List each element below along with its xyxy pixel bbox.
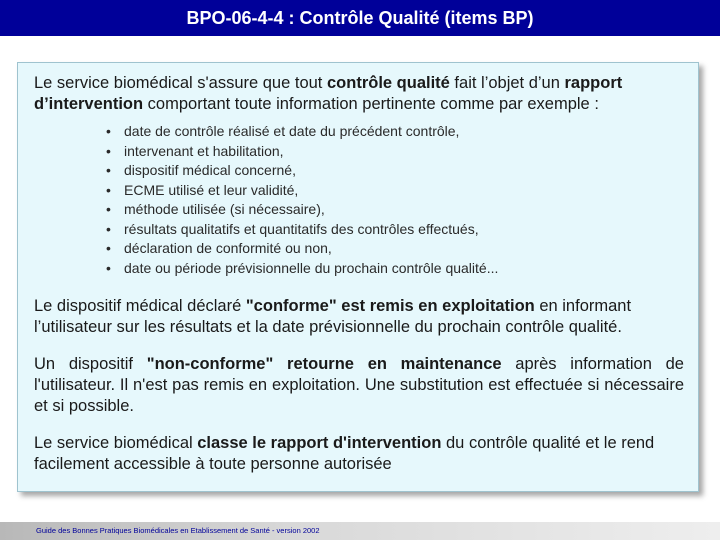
classement-paragraph — [34, 433, 684, 475]
list-item-text: résultats qualitatifs et quantitatifs des contrôles effectués, — [124, 220, 479, 237]
list-item-text: date de contrôle réalisé et date du précédent contrôle, — [124, 123, 460, 139]
list-item-text: date ou période prévisionnelle du prochain contrôle qualité... — [124, 259, 499, 276]
content-box — [17, 62, 699, 492]
info-list — [34, 122, 684, 278]
list-item — [106, 161, 684, 181]
list-item — [106, 181, 684, 201]
bullet-icon: • — [106, 240, 111, 256]
intro-bold-1: contrôle qualité — [326, 74, 450, 92]
bullet-icon: • — [106, 220, 111, 237]
non-conforme-text-2: après information de l'utilisateur. Il n'est pas remis en exploitation. Une substitution est effectuée si nécessaire et si possible. — [34, 355, 684, 415]
bullet-icon: • — [106, 162, 111, 178]
list-item — [106, 122, 684, 142]
list-item-text: ECME utilisé et leur validité, — [124, 181, 299, 198]
list-item — [106, 239, 684, 259]
conforme-text-2: en informant l’utilisateur sur les résultats et la date prévisionnelle du prochain contrôle qualité. — [34, 297, 632, 336]
conforme-bold: "conforme" est remis en exploitation — [245, 297, 535, 315]
page-title: BPO-06-4-4 : Contrôle Qualité (items BP) — [186, 7, 534, 28]
list-item-text: méthode utilisée (si nécessaire), — [124, 201, 325, 217]
list-item — [106, 259, 684, 279]
conforme-text-1: Le dispositif médical déclaré — [34, 297, 246, 315]
intro-text-3: comportant toute information pertinente comme par exemple : — [143, 95, 599, 113]
bullet-icon: • — [106, 123, 111, 139]
conforme-paragraph — [34, 296, 684, 338]
bullet-icon: • — [106, 259, 111, 276]
intro-text-1: Le service biomédical s'assure que tout — [34, 74, 327, 92]
list-item-text: intervenant et habilitation, — [124, 142, 284, 159]
bullet-icon: • — [106, 201, 111, 217]
non-conforme-bold: "non-conforme" retourne en maintenance — [146, 355, 502, 373]
classement-text-2: du contrôle qualité et le rend facilement accessible à toute personne autorisée — [34, 434, 655, 473]
intro-paragraph — [34, 73, 684, 115]
bullet-icon: • — [106, 142, 111, 159]
non-conforme-paragraph — [34, 354, 684, 417]
list-item — [106, 220, 684, 240]
intro-bold-2: rapport d’intervention — [34, 74, 623, 113]
classement-text-1: Le service biomédical — [34, 434, 198, 452]
classement-bold: classe le rapport d'intervention — [197, 434, 442, 452]
footer-text: Guide des Bonnes Pratiques Biomédicales en Etablissement de Santé - version 2002 — [36, 526, 320, 535]
list-item — [106, 142, 684, 162]
intro-text-2: fait l’objet d’un — [449, 74, 565, 92]
non-conforme-text-1: Un dispositif — [34, 355, 147, 373]
list-item — [106, 200, 684, 220]
list-item-text: déclaration de conformité ou non, — [124, 240, 332, 256]
list-item-text: dispositif médical concerné, — [124, 162, 296, 178]
bullet-icon: • — [106, 181, 111, 198]
title-bar — [0, 0, 720, 36]
footer-bar — [0, 522, 720, 540]
